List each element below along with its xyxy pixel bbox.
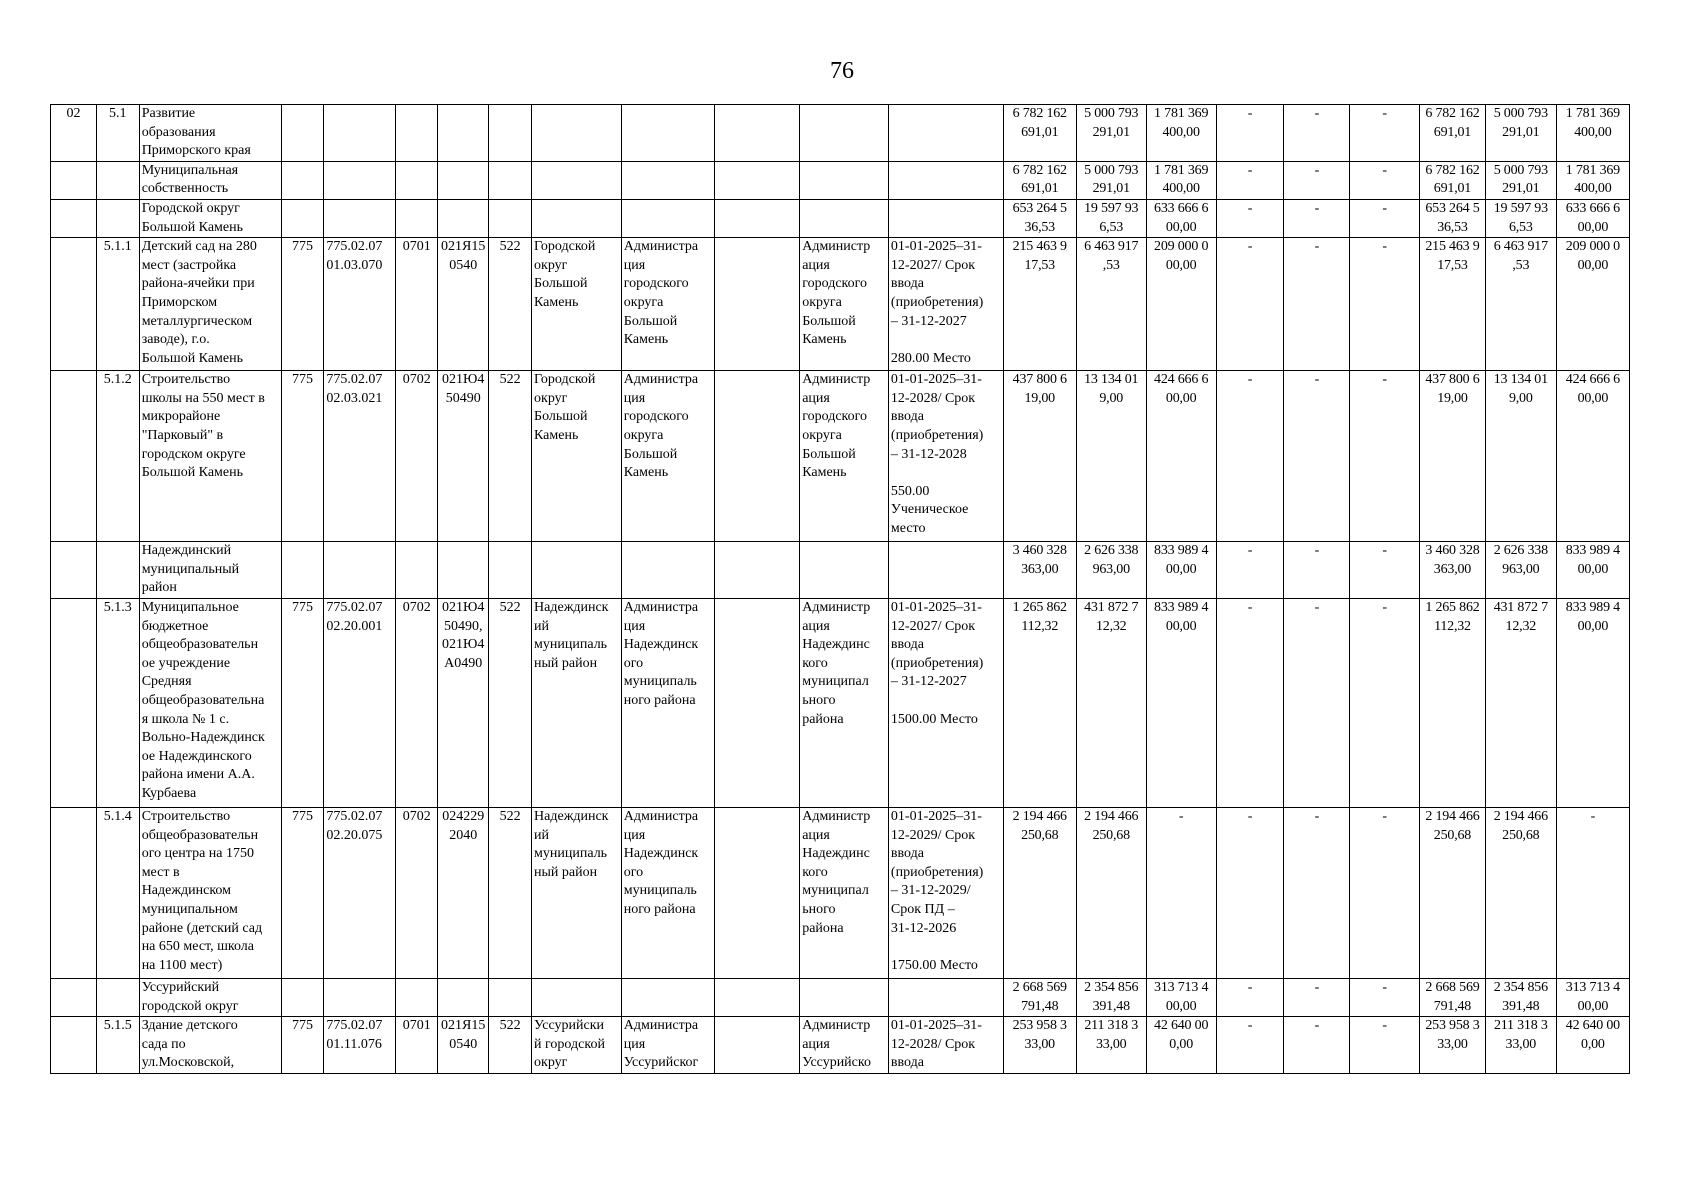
cell-other-dash: -	[1284, 371, 1350, 542]
cell-object-name: Муниципальное бюджетное общеобразовательн ое учреждение Средняя общеобразовательна я школа № 1 с. Вольно-Надеждинск ое Надеждинского района имени А.А. Курбаева	[139, 598, 281, 807]
cell-section	[396, 161, 438, 199]
cell-other-dash: -	[1284, 978, 1350, 1016]
cell-regional-budget: 19 597 93 6,53	[1076, 199, 1146, 237]
cell-year-local: 209 000 0 00,00	[1556, 238, 1629, 371]
cell-subprogram	[96, 542, 139, 599]
cell-extra-dash: -	[1350, 542, 1420, 599]
cell-other-dash: -	[1284, 105, 1350, 162]
cell-municipality	[532, 105, 622, 162]
cell-municipality: Городской округ Большой Камень	[532, 238, 622, 371]
cell-local-budget: 833 989 4 00,00	[1146, 542, 1216, 599]
table-row	[51, 105, 1630, 162]
cell-municipality: Надеждинск ий муниципаль ный район	[532, 598, 622, 807]
cell-total-amount: 2 194 466 250,68	[1003, 807, 1076, 978]
table-row	[51, 598, 1630, 807]
cell-expense-type: 522	[489, 807, 532, 978]
cell-municipality: Надеждинск ий муниципаль ный район	[532, 807, 622, 978]
cell-year-local: 1 781 369 400,00	[1556, 105, 1629, 162]
cell-kbk-code	[51, 542, 97, 599]
cell-kbk-code	[51, 371, 97, 542]
table-row	[51, 371, 1630, 542]
cell-year-regional: 211 318 3 33,00	[1485, 1017, 1556, 1074]
cell-local-budget: 833 989 4 00,00	[1146, 598, 1216, 807]
cell-municipality	[532, 978, 622, 1016]
cell-grbs: 775	[281, 807, 324, 978]
cell-kbk-code	[51, 978, 97, 1016]
cell-developer: Администр ация городского округа Большой Камень	[800, 371, 889, 542]
cell-federal-dash: -	[1216, 371, 1284, 542]
cell-deadlines-capacity: 01-01-2025–31- 12-2027/ Срок ввода (приобретения) – 31-12-2027 1500.00 Место	[888, 598, 1003, 807]
cell-grbs: 775	[281, 1017, 324, 1074]
cell-regional-budget: 13 134 01 9,00	[1076, 371, 1146, 542]
cell-target-article	[438, 161, 489, 199]
cell-expense-type	[489, 978, 532, 1016]
cell-section	[396, 978, 438, 1016]
cell-customer	[621, 105, 714, 162]
cell-local-budget: 42 640 00 0,00	[1146, 1017, 1216, 1074]
cell-subprogram: 5.1.1	[96, 238, 139, 371]
cell-year-local: 42 640 00 0,00	[1556, 1017, 1629, 1074]
cell-federal-dash: -	[1216, 1017, 1284, 1074]
cell-developer: Администр ация Надеждинс кого муниципал ьного района	[800, 598, 889, 807]
cell-local-budget: -	[1146, 807, 1216, 978]
cell-customer: Администра ция Надеждинск ого муниципаль ного района	[621, 807, 714, 978]
cell-customer: Администра ция городского округа Большой Камень	[621, 371, 714, 542]
cell-federal-dash: -	[1216, 978, 1284, 1016]
cell-year-regional: 19 597 93 6,53	[1485, 199, 1556, 237]
cell-year-regional: 5 000 793 291,01	[1485, 161, 1556, 199]
cell-local-budget: 633 666 6 00,00	[1146, 199, 1216, 237]
cell-grbs: 775	[281, 598, 324, 807]
cell-object-name: Здание детского сада по ул.Московской,	[139, 1017, 281, 1074]
cell-municipality: Уссурийски й городской округ	[532, 1017, 622, 1074]
cell-year-total: 1 265 862 112,32	[1420, 598, 1486, 807]
cell-object-name: Строительство общеобразовательн ого центра на 1750 мест в Надеждинском муниципальном районе (детский сад на 650 мест, школа на 1100 мест)	[139, 807, 281, 978]
cell-year-local: 833 989 4 00,00	[1556, 542, 1629, 599]
cell-year-regional: 13 134 01 9,00	[1485, 371, 1556, 542]
cell-target-article: 021Я15 0540	[438, 1017, 489, 1074]
cell-extra-dash: -	[1350, 371, 1420, 542]
cell-kbk-code	[51, 199, 97, 237]
cell-extra-dash: -	[1350, 238, 1420, 371]
cell-year-total: 653 264 5 36,53	[1420, 199, 1486, 237]
cell-total-amount: 3 460 328 363,00	[1003, 542, 1076, 599]
cell-other-dash: -	[1284, 238, 1350, 371]
cell-year-regional: 2 626 338 963,00	[1485, 542, 1556, 599]
cell-total-amount: 653 264 5 36,53	[1003, 199, 1076, 237]
cell-subprogram	[96, 978, 139, 1016]
cell-customer	[621, 199, 714, 237]
cell-other-dash: -	[1284, 598, 1350, 807]
cell-other-dash: -	[1284, 1017, 1350, 1074]
cell-target-article	[438, 542, 489, 599]
cell-expense-type	[489, 105, 532, 162]
cell-object-code	[324, 161, 396, 199]
cell-subprogram: 5.1	[96, 105, 139, 162]
cell-target-article: 021Ю4 50490	[438, 371, 489, 542]
cell-deadlines-capacity: 01-01-2025–31- 12-2028/ Срок ввода (приобретения) – 31-12-2028 550.00 Ученическое место	[888, 371, 1003, 542]
cell-blank-col	[714, 199, 800, 237]
cell-year-regional: 6 463 917 ,53	[1485, 238, 1556, 371]
cell-other-dash: -	[1284, 542, 1350, 599]
cell-subprogram: 5.1.5	[96, 1017, 139, 1074]
cell-total-amount: 6 782 162 691,01	[1003, 105, 1076, 162]
page-number: 76	[830, 58, 854, 84]
cell-grbs	[281, 199, 324, 237]
cell-year-total: 215 463 9 17,53	[1420, 238, 1486, 371]
cell-object-name: Детский сад на 280 мест (застройка района-ячейки при Приморском металлургическом заводе), г.о. Большой Камень	[139, 238, 281, 371]
table-row	[51, 978, 1630, 1016]
cell-blank-col	[714, 807, 800, 978]
cell-grbs: 775	[281, 238, 324, 371]
cell-extra-dash: -	[1350, 105, 1420, 162]
cell-customer	[621, 978, 714, 1016]
cell-object-code: 775.02.07 02.03.021	[324, 371, 396, 542]
cell-object-code: 775.02.07 01.11.076	[324, 1017, 396, 1074]
cell-federal-dash: -	[1216, 238, 1284, 371]
table-row	[51, 807, 1630, 978]
cell-year-total: 3 460 328 363,00	[1420, 542, 1486, 599]
cell-other-dash: -	[1284, 807, 1350, 978]
cell-grbs	[281, 105, 324, 162]
cell-federal-dash: -	[1216, 807, 1284, 978]
cell-regional-budget: 2 354 856 391,48	[1076, 978, 1146, 1016]
cell-customer: Администра ция городского округа Большой Камень	[621, 238, 714, 371]
cell-other-dash: -	[1284, 161, 1350, 199]
cell-object-code	[324, 105, 396, 162]
cell-section	[396, 199, 438, 237]
cell-developer: Администр ация Надеждинс кого муниципал ьного района	[800, 807, 889, 978]
cell-year-regional: 2 194 466 250,68	[1485, 807, 1556, 978]
cell-municipality	[532, 199, 622, 237]
cell-federal-dash: -	[1216, 199, 1284, 237]
cell-extra-dash: -	[1350, 598, 1420, 807]
cell-developer	[800, 199, 889, 237]
cell-total-amount: 215 463 9 17,53	[1003, 238, 1076, 371]
cell-subprogram	[96, 161, 139, 199]
table-row	[51, 542, 1630, 599]
cell-local-budget: 424 666 6 00,00	[1146, 371, 1216, 542]
cell-municipality: Городской округ Большой Камень	[532, 371, 622, 542]
cell-customer	[621, 542, 714, 599]
cell-deadlines-capacity: 01-01-2025–31- 12-2028/ Срок ввода	[888, 1017, 1003, 1074]
cell-kbk-code	[51, 238, 97, 371]
cell-object-name: Уссурийский городской округ	[139, 978, 281, 1016]
cell-expense-type	[489, 161, 532, 199]
cell-expense-type	[489, 542, 532, 599]
cell-developer: Администр ация городского округа Большой Камень	[800, 238, 889, 371]
cell-regional-budget: 2 194 466 250,68	[1076, 807, 1146, 978]
cell-blank-col	[714, 371, 800, 542]
cell-federal-dash: -	[1216, 542, 1284, 599]
cell-target-article	[438, 199, 489, 237]
cell-blank-col	[714, 1017, 800, 1074]
cell-extra-dash: -	[1350, 978, 1420, 1016]
cell-blank-col	[714, 238, 800, 371]
cell-year-local: 313 713 4 00,00	[1556, 978, 1629, 1016]
cell-expense-type: 522	[489, 238, 532, 371]
cell-object-code	[324, 542, 396, 599]
cell-regional-budget: 2 626 338 963,00	[1076, 542, 1146, 599]
cell-year-regional: 431 872 7 12,32	[1485, 598, 1556, 807]
cell-year-total: 2 194 466 250,68	[1420, 807, 1486, 978]
cell-target-article: 021Я15 0540	[438, 238, 489, 371]
cell-target-article: 021Ю4 50490, 021Ю4 А0490	[438, 598, 489, 807]
cell-regional-budget: 5 000 793 291,01	[1076, 161, 1146, 199]
cell-object-code: 775.02.07 02.20.075	[324, 807, 396, 978]
cell-deadlines-capacity: 01-01-2025–31- 12-2029/ Срок ввода (приобретения) – 31-12-2029/ Срок ПД – 31-12-2026 1750.00 Место	[888, 807, 1003, 978]
cell-total-amount: 2 668 569 791,48	[1003, 978, 1076, 1016]
cell-kbk-code	[51, 598, 97, 807]
cell-object-name: Надеждинский муниципальный район	[139, 542, 281, 599]
cell-year-total: 6 782 162 691,01	[1420, 105, 1486, 162]
cell-deadlines-capacity	[888, 199, 1003, 237]
cell-other-dash: -	[1284, 199, 1350, 237]
cell-section: 0702	[396, 598, 438, 807]
cell-section: 0702	[396, 371, 438, 542]
cell-expense-type: 522	[489, 1017, 532, 1074]
cell-customer	[621, 161, 714, 199]
cell-blank-col	[714, 542, 800, 599]
cell-section: 0702	[396, 807, 438, 978]
cell-subprogram: 5.1.4	[96, 807, 139, 978]
cell-year-local: 633 666 6 00,00	[1556, 199, 1629, 237]
table-row	[51, 238, 1630, 371]
investment-program-table	[50, 104, 1630, 1074]
table-row	[51, 161, 1630, 199]
cell-kbk-code	[51, 807, 97, 978]
cell-object-name: Муниципальная собственность	[139, 161, 281, 199]
cell-local-budget: 209 000 0 00,00	[1146, 238, 1216, 371]
cell-customer: Администра ция Надеждинск ого муниципаль ного района	[621, 598, 714, 807]
cell-grbs	[281, 978, 324, 1016]
cell-customer: Администра ция Уссурийског	[621, 1017, 714, 1074]
cell-blank-col	[714, 105, 800, 162]
cell-object-name: Строительство школы на 550 мест в микрорайоне "Парковый" в городском округе Большой Камень	[139, 371, 281, 542]
cell-deadlines-capacity	[888, 542, 1003, 599]
cell-regional-budget: 5 000 793 291,01	[1076, 105, 1146, 162]
cell-kbk-code	[51, 161, 97, 199]
cell-year-local: -	[1556, 807, 1629, 978]
cell-expense-type: 522	[489, 371, 532, 542]
cell-deadlines-capacity	[888, 161, 1003, 199]
table-row	[51, 199, 1630, 237]
cell-local-budget: 1 781 369 400,00	[1146, 161, 1216, 199]
cell-local-budget: 313 713 4 00,00	[1146, 978, 1216, 1016]
cell-municipality	[532, 542, 622, 599]
cell-year-total: 2 668 569 791,48	[1420, 978, 1486, 1016]
cell-subprogram	[96, 199, 139, 237]
cell-grbs	[281, 161, 324, 199]
cell-federal-dash: -	[1216, 598, 1284, 807]
cell-developer	[800, 978, 889, 1016]
cell-total-amount: 437 800 6 19,00	[1003, 371, 1076, 542]
cell-year-regional: 2 354 856 391,48	[1485, 978, 1556, 1016]
cell-object-name: Городской округ Большой Камень	[139, 199, 281, 237]
cell-federal-dash: -	[1216, 105, 1284, 162]
cell-blank-col	[714, 598, 800, 807]
cell-extra-dash: -	[1350, 161, 1420, 199]
cell-deadlines-capacity: 01-01-2025–31- 12-2027/ Срок ввода (приобретения) – 31-12-2027 280.00 Место	[888, 238, 1003, 371]
cell-developer: Администр ация Уссурийско	[800, 1017, 889, 1074]
cell-municipality	[532, 161, 622, 199]
cell-year-total: 6 782 162 691,01	[1420, 161, 1486, 199]
cell-section	[396, 105, 438, 162]
cell-object-code	[324, 978, 396, 1016]
cell-deadlines-capacity	[888, 978, 1003, 1016]
cell-kbk-code: 02	[51, 105, 97, 162]
cell-developer	[800, 542, 889, 599]
cell-federal-dash: -	[1216, 161, 1284, 199]
cell-grbs	[281, 542, 324, 599]
cell-kbk-code	[51, 1017, 97, 1074]
cell-target-article	[438, 105, 489, 162]
cell-extra-dash: -	[1350, 807, 1420, 978]
cell-developer	[800, 105, 889, 162]
cell-extra-dash: -	[1350, 1017, 1420, 1074]
cell-object-code: 775.02.07 02.20.001	[324, 598, 396, 807]
cell-object-code: 775.02.07 01.03.070	[324, 238, 396, 371]
cell-regional-budget: 431 872 7 12,32	[1076, 598, 1146, 807]
cell-developer	[800, 161, 889, 199]
cell-section: 0701	[396, 1017, 438, 1074]
cell-year-total: 253 958 3 33,00	[1420, 1017, 1486, 1074]
cell-deadlines-capacity	[888, 105, 1003, 162]
cell-blank-col	[714, 978, 800, 1016]
cell-target-article	[438, 978, 489, 1016]
cell-subprogram: 5.1.2	[96, 371, 139, 542]
cell-total-amount: 253 958 3 33,00	[1003, 1017, 1076, 1074]
cell-year-regional: 5 000 793 291,01	[1485, 105, 1556, 162]
cell-year-total: 437 800 6 19,00	[1420, 371, 1486, 542]
cell-section	[396, 542, 438, 599]
cell-subprogram: 5.1.3	[96, 598, 139, 807]
cell-grbs: 775	[281, 371, 324, 542]
cell-section: 0701	[396, 238, 438, 371]
cell-expense-type	[489, 199, 532, 237]
cell-regional-budget: 211 318 3 33,00	[1076, 1017, 1146, 1074]
table-row	[51, 1017, 1630, 1074]
cell-year-local: 1 781 369 400,00	[1556, 161, 1629, 199]
cell-object-code	[324, 199, 396, 237]
cell-target-article: 024229 2040	[438, 807, 489, 978]
cell-year-local: 833 989 4 00,00	[1556, 598, 1629, 807]
cell-blank-col	[714, 161, 800, 199]
cell-expense-type: 522	[489, 598, 532, 807]
cell-total-amount: 1 265 862 112,32	[1003, 598, 1076, 807]
cell-regional-budget: 6 463 917 ,53	[1076, 238, 1146, 371]
cell-extra-dash: -	[1350, 199, 1420, 237]
cell-year-local: 424 666 6 00,00	[1556, 371, 1629, 542]
cell-object-name: Развитие образования Приморского края	[139, 105, 281, 162]
cell-local-budget: 1 781 369 400,00	[1146, 105, 1216, 162]
cell-total-amount: 6 782 162 691,01	[1003, 161, 1076, 199]
